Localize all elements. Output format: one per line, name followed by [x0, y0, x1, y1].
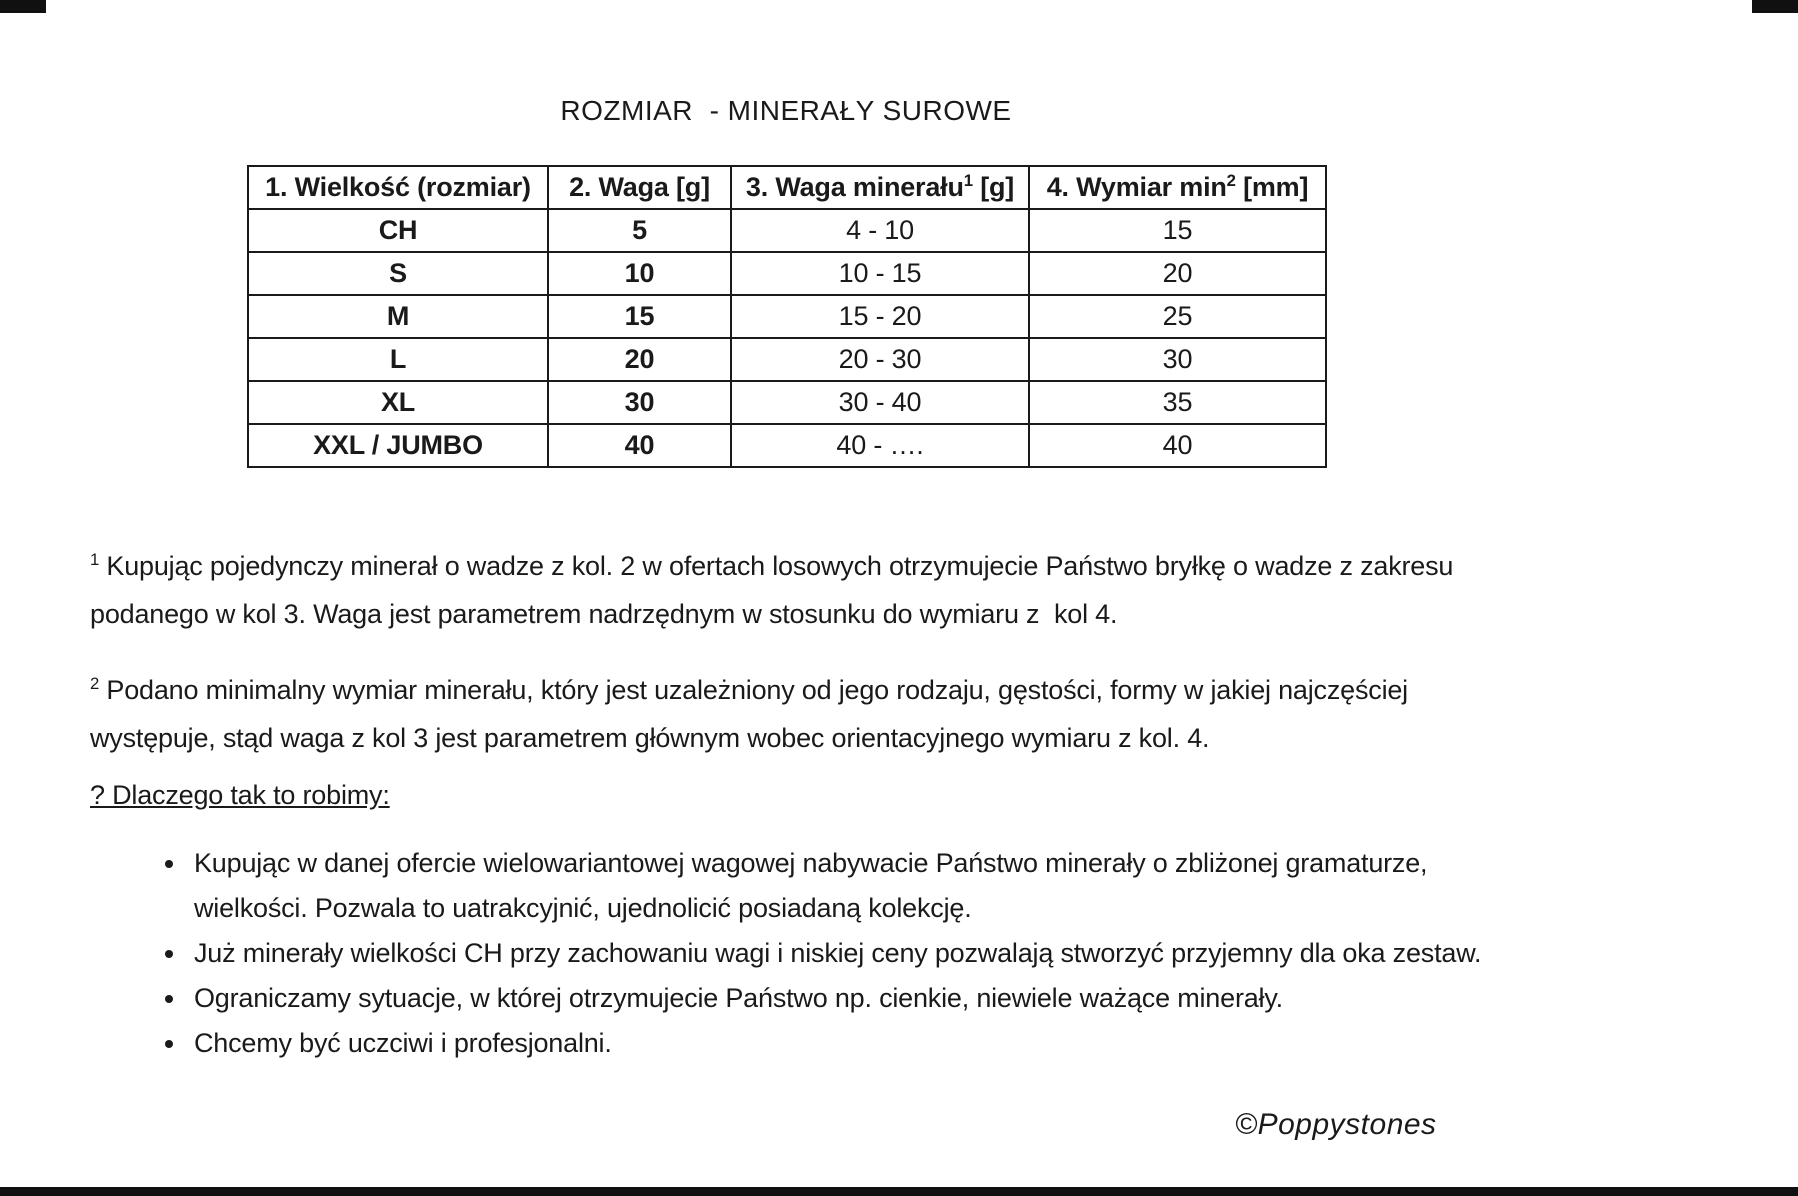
cell-waga: 40 — [548, 424, 731, 467]
copyright-credit: ©Poppystones — [1235, 1108, 1437, 1141]
cell-waga-mineralu: 10 - 15 — [731, 252, 1029, 295]
size-table — [247, 165, 1327, 468]
cell-waga-mineralu: 30 - 40 — [731, 381, 1029, 424]
page-title: ROZMIAR - MINERAŁY SUROWE — [560, 95, 1012, 126]
footnote-ref-1: 1 — [963, 171, 973, 190]
table-row — [248, 252, 1326, 295]
cell-waga: 30 — [548, 381, 731, 424]
footnote-2 — [90, 666, 1510, 762]
column-header-waga: 2. Waga [g] — [548, 166, 731, 209]
cell-waga-mineralu: 20 - 30 — [731, 338, 1029, 381]
table-row — [248, 209, 1326, 252]
why-bullet-list — [90, 841, 1518, 1066]
table-row — [248, 338, 1326, 381]
cell-size: CH — [248, 209, 548, 252]
column-header-waga-mineralu: 3. Waga minerału$^1$ [g] — [731, 166, 1029, 209]
cell-waga-mineralu: 15 - 20 — [731, 295, 1029, 338]
cell-wymiar-min: 15 — [1029, 209, 1326, 252]
cell-size: XXL / JUMBO — [248, 424, 548, 467]
table-row — [248, 381, 1326, 424]
cell-size: L — [248, 338, 548, 381]
bullet-item: • Ograniczamy sytuacje, w której otrzymujecie Państwo np. cienkie, niewiele ważące minerały. — [188, 976, 1518, 1021]
cell-waga-mineralu: 40 - …. — [731, 424, 1029, 467]
footnote-2-text: Podano minimalny wymiar minerału, który jest uzależniony od jego rodzaju, gęstości, formy w jakiej najczęściej występuje, stąd waga z kol 3 jest parametrem głównym wobec orientacyjnego wymiaru z kol. 4. — [90, 675, 1416, 753]
cell-wymiar-min: 25 — [1029, 295, 1326, 338]
footnote-2-marker: 2 — [90, 674, 100, 693]
cell-waga: 15 — [548, 295, 731, 338]
cell-waga: 20 — [548, 338, 731, 381]
cell-wymiar-min: 40 — [1029, 424, 1326, 467]
cell-size: S — [248, 252, 548, 295]
column-header-wymiar-min: 4. Wymiar min$^2$ [mm] — [1029, 166, 1326, 209]
cell-wymiar-min: 35 — [1029, 381, 1326, 424]
footnote-1-text: Kupując pojedynczy minerał o wadze z kol. 2 w ofertach losowych otrzymujecie Państwo bryłkę o wadze z zakresu podanego w kol 3. Waga jest parametrem nadrzędnym w stosunku do wymiaru z kol 4. — [90, 551, 1461, 629]
cell-size: XL — [248, 381, 548, 424]
scan-artifact-bottom-bar — [0, 1187, 1798, 1196]
cell-size: M — [248, 295, 548, 338]
footnote-1 — [90, 542, 1510, 638]
footnote-ref-2: 2 — [1226, 171, 1236, 190]
table-row — [248, 424, 1326, 467]
table-header-row — [248, 166, 1326, 209]
bullet-item: • Kupując w danej ofercie wielowariantowej wagowej nabywacie Państwo minerały o zbliżonej gramaturze, wielkości. Pozwala to uatrakcyjnić, ujednolicić posiadaną kolekcję. — [188, 841, 1518, 931]
footnote-1-marker: 1 — [90, 550, 100, 569]
cell-waga-mineralu: 4 - 10 — [731, 209, 1029, 252]
table-row — [248, 295, 1326, 338]
cell-waga: 5 — [548, 209, 731, 252]
scan-artifact-top-left — [0, 0, 46, 13]
bullet-item: • Już minerały wielkości CH przy zachowaniu wagi i niskiej ceny pozwalają stworzyć przyjemny dla oka zestaw. — [188, 931, 1518, 976]
column-header-wielkosc: 1. Wielkość (rozmiar) — [248, 166, 548, 209]
cell-wymiar-min: 20 — [1029, 252, 1326, 295]
cell-wymiar-min: 30 — [1029, 338, 1326, 381]
scan-artifact-top-right — [1752, 0, 1798, 13]
cell-waga: 10 — [548, 252, 731, 295]
why-section-heading: ? Dlaczego tak to robimy: — [90, 780, 390, 810]
bullet-item: • Chcemy być uczciwi i profesjonalni. — [188, 1021, 1518, 1066]
